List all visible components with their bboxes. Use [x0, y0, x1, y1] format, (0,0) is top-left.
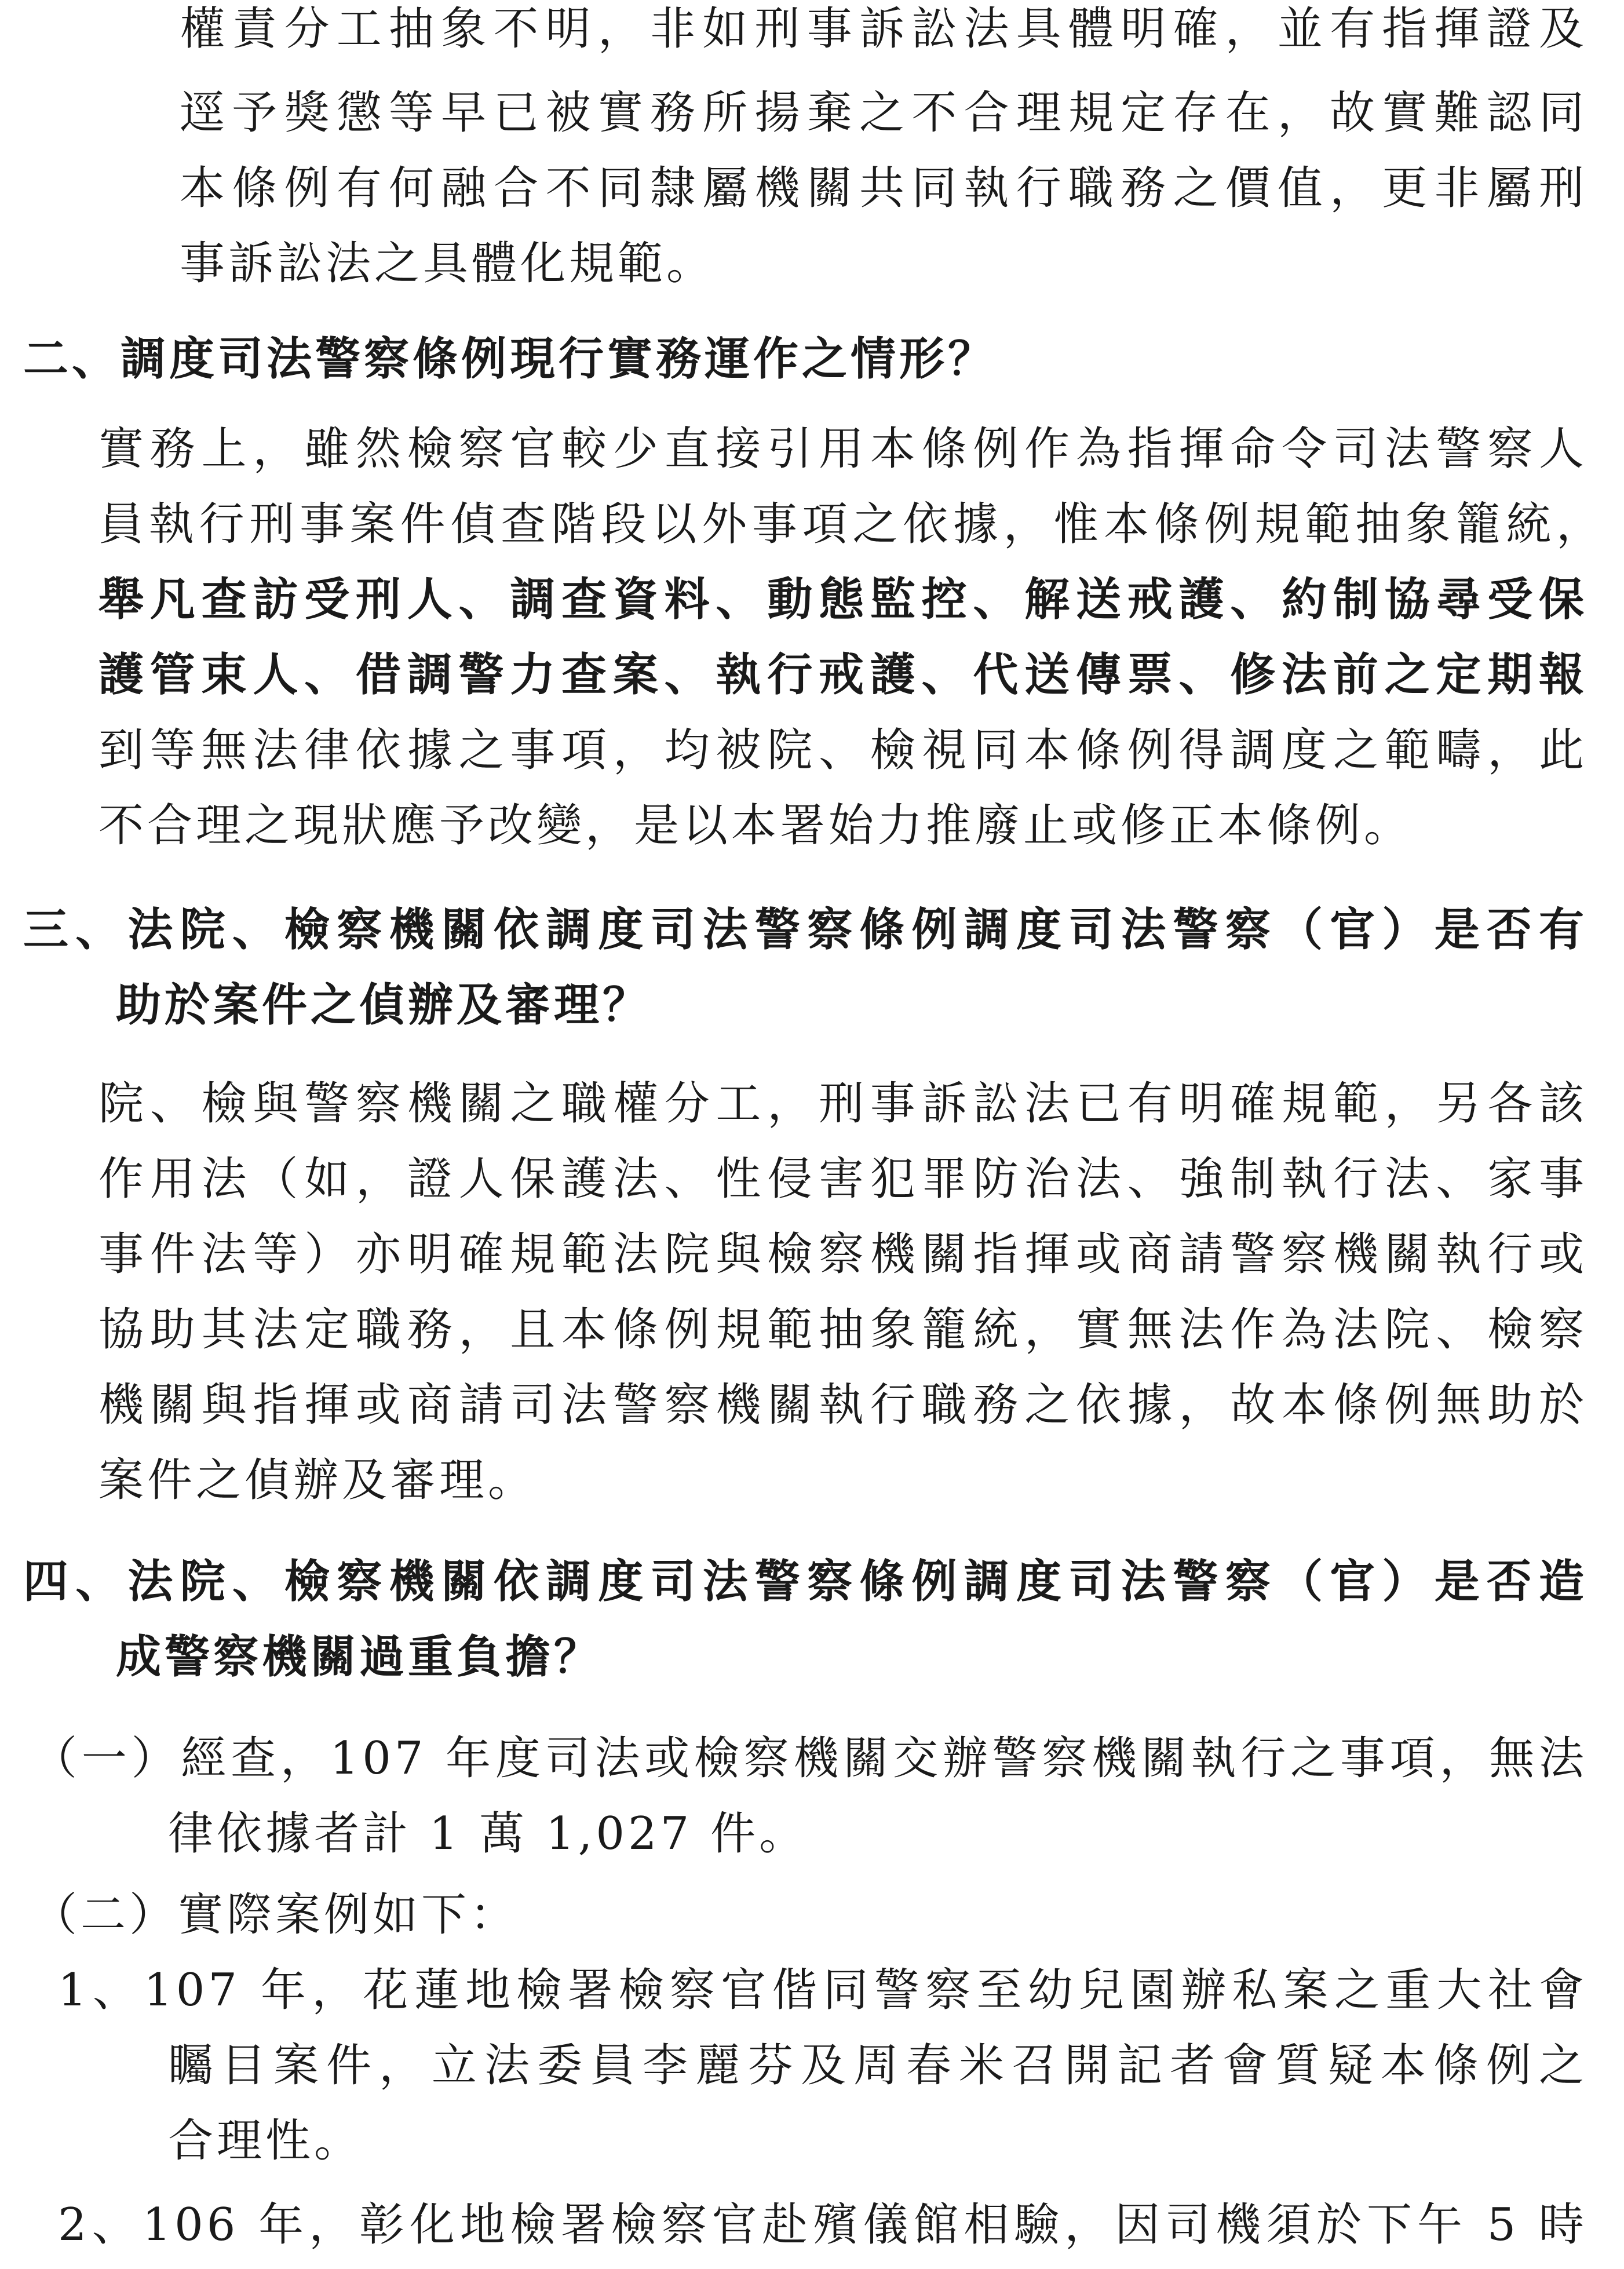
case-1-line-2: 矚目案件，立法委員李麗芬及周春米召開記者會質疑本條例之 [168, 2040, 1587, 2092]
section-4-heading-line-1: 四、法院、檢察機關依調度司法警察條例調度司法警察（官）是否造 [23, 1555, 1587, 1608]
section-3-body-line-5: 機關與指揮或商請司法警察機關執行職務之依據，故本條例無助於 [98, 1379, 1587, 1431]
intro-line-4: 事訴訟法之具體化規範。 [180, 238, 716, 290]
case-1-line-1: 1、107 年，花蓮地檢署檢察官偕同警察至幼兒園辦私案之重大社會 [58, 1964, 1587, 2016]
section-2-body-line-6: 不合理之現狀應予改變，是以本署始力推廢止或修正本條例。 [98, 800, 1413, 852]
section-3-heading-line-2: 助於案件之偵辦及審理？ [116, 979, 652, 1031]
section-3-heading-line-1: 三、法院、檢察機關依調度司法警察條例調度司法警察（官）是否有 [23, 903, 1587, 956]
section-4-item-2: （二）實際案例如下： [32, 1889, 519, 1941]
section-4-heading-line-2: 成警察機關過重負擔？ [116, 1630, 603, 1683]
section-3-body-line-3: 事件法等）亦明確規範法院與檢察機關指揮或商請警察機關執行或 [98, 1228, 1587, 1281]
section-3-body-line-1: 院、檢與警察機關之職權分工，刑事訴訟法已有明確規範，另各該 [98, 1078, 1587, 1130]
section-2-heading: 二、調度司法警察條例現行實務運作之情形？ [23, 333, 997, 385]
section-3-body-line-6: 案件之偵辦及審理。 [98, 1454, 537, 1506]
section-2-body-line-3: 舉凡查訪受刑人、調查資料、動態監控、解送戒護、約制協尋受保 [98, 573, 1587, 626]
intro-line-3: 本條例有何融合不同隸屬機關共同執行職務之價值，更非屬刑 [180, 162, 1587, 214]
section-2-body-line-1: 實務上，雖然檢察官較少直接引用本條例作為指揮命令司法警察人 [98, 423, 1587, 475]
intro-line-1: 權責分工抽象不明，非如刑事訴訟法具體明確，並有指揮證及 [180, 3, 1587, 55]
intro-line-2: 逕予獎懲等早已被實務所揚棄之不合理規定存在，故實難認同 [180, 87, 1587, 139]
section-4-item-1-line-2: 律依據者計 1 萬 1,027 件。 [168, 1808, 808, 1860]
section-2-body-line-2: 員執行刑事案件偵查階段以外事項之依據，惟本條例規範抽象籠統， [98, 498, 1605, 550]
section-2-body-line-5: 到等無法律依據之事項，均被院、檢視同本條例得調度之範疇，此 [98, 724, 1587, 776]
section-4-item-1-line-1: （一）經查，107 年度司法或檢察機關交辦警察機關執行之事項，無法 [32, 1732, 1587, 1785]
case-1-line-3: 合理性。 [168, 2115, 363, 2167]
section-2-body-line-4: 護管束人、借調警力查案、執行戒護、代送傳票、修法前之定期報 [98, 648, 1587, 701]
case-2-line-1: 2、106 年，彰化地檢署檢察官赴殯儀館相驗，因司機須於下午 5 時 [58, 2199, 1587, 2251]
section-3-body-line-4: 協助其法定職務，且本條例規範抽象籠統，實無法作為法院、檢察 [98, 1304, 1587, 1356]
section-3-body-line-2: 作用法（如，證人保護法、性侵害犯罪防治法、強制執行法、家事 [98, 1153, 1587, 1205]
